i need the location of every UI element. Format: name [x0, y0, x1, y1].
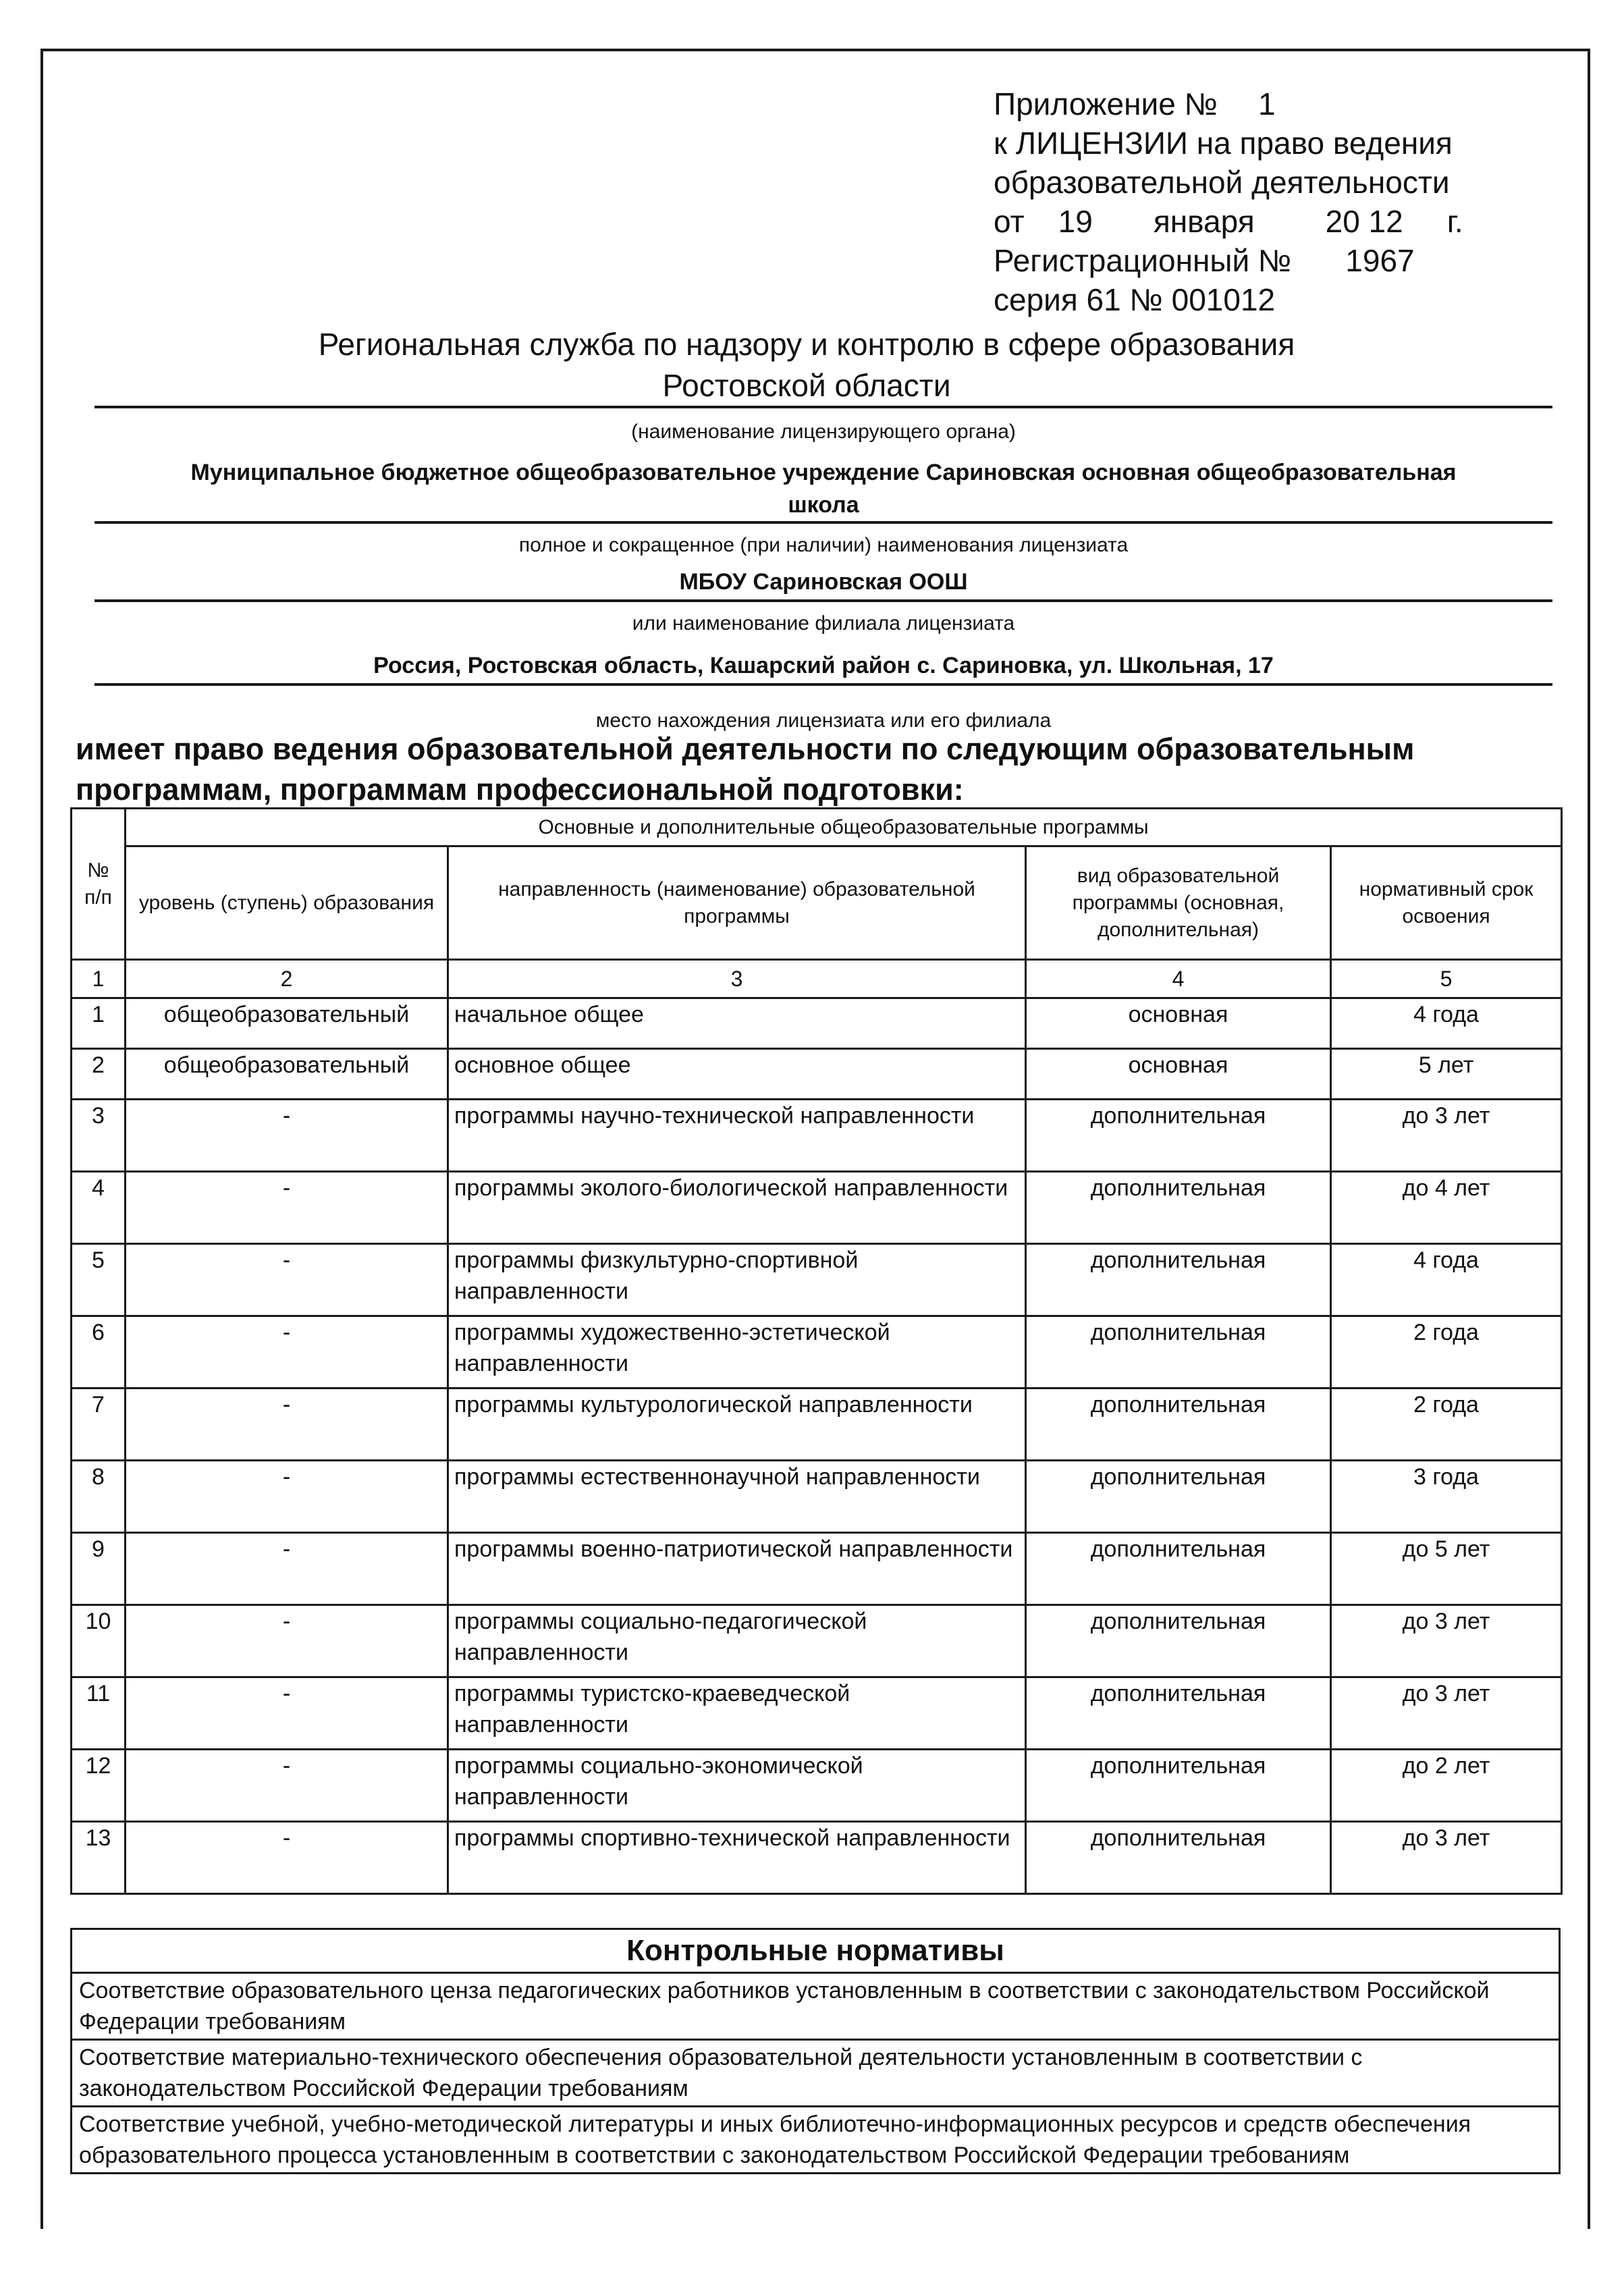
date-year: 20 12	[1325, 204, 1403, 239]
row-direction: программы социально-экономической направленности	[448, 1750, 1026, 1822]
authority-name-line2: Ростовской области	[662, 368, 951, 403]
row-term: до 2 лет	[1331, 1750, 1562, 1822]
date-suffix: г.	[1446, 204, 1463, 239]
row-num: 12	[72, 1750, 126, 1822]
row-num: 5	[72, 1244, 126, 1316]
row-term: до 3 лет	[1331, 1822, 1562, 1894]
control-norms-title: Контрольные нормативы	[72, 1929, 1560, 1973]
row-kind: дополнительная	[1026, 1172, 1331, 1244]
row-level: -	[126, 1461, 448, 1533]
row-kind: дополнительная	[1026, 1533, 1331, 1605]
col-number: 4	[1026, 960, 1331, 998]
row-direction: основное общее	[448, 1049, 1026, 1100]
licensee-address-caption: место нахождения лицензиата или его филиала	[595, 709, 1052, 732]
row-direction: программы социально-педагогической направленности	[448, 1605, 1026, 1677]
col-header-term: нормативный срок освоения	[1331, 846, 1562, 960]
row-kind: дополнительная	[1026, 1244, 1331, 1316]
series-number: серия 61 № 001012	[994, 282, 1276, 317]
authority-underline	[94, 406, 1552, 408]
date-prefix: от	[994, 204, 1025, 239]
row-num: 2	[72, 1049, 126, 1100]
row-level: -	[126, 1172, 448, 1244]
registration-label: Регистрационный №	[994, 243, 1292, 278]
table-row	[72, 1389, 1562, 1461]
row-level: -	[126, 1100, 448, 1172]
table-row	[72, 1172, 1562, 1244]
table-row	[72, 1100, 1562, 1172]
row-num: 3	[72, 1100, 126, 1172]
table-row	[72, 1750, 1562, 1822]
appendix-license-line: к ЛИЦЕНЗИИ на право ведения	[994, 126, 1453, 161]
row-num: 1	[72, 998, 126, 1049]
row-kind: дополнительная	[1026, 1605, 1331, 1677]
row-num: 13	[72, 1822, 126, 1894]
row-direction: программы спортивно-технической направленности	[448, 1822, 1026, 1894]
col-header-num: № п/п	[72, 809, 126, 960]
control-norm-item: Соответствие образовательного ценза педагогических работников установленным в соответствии с законодательством Российской Федерации требованиям	[72, 1973, 1560, 2040]
programs-group-header: Основные и дополнительные общеобразовательные программы	[126, 809, 1562, 846]
row-term: 4 года	[1331, 998, 1562, 1049]
licensee-address: Россия, Ростовская область, Кашарский район с. Сариновка, ул. Школьная, 17	[373, 653, 1274, 678]
row-level: -	[126, 1822, 448, 1894]
row-kind: основная	[1026, 998, 1331, 1049]
appendix-block	[994, 84, 1463, 319]
row-direction: программы военно-патриотической направленности	[448, 1533, 1026, 1605]
row-kind: основная	[1026, 1049, 1331, 1100]
control-norms-table	[70, 1928, 1561, 2174]
row-level: -	[126, 1533, 448, 1605]
address-underline	[94, 683, 1552, 686]
table-row	[72, 1533, 1562, 1605]
row-level: -	[126, 1750, 448, 1822]
row-term: до 4 лет	[1331, 1172, 1562, 1244]
date-month: января	[1153, 204, 1255, 239]
row-direction: программы естественнонаучной направленности	[448, 1461, 1026, 1533]
row-num: 11	[72, 1677, 126, 1750]
table-row	[72, 1605, 1562, 1677]
col-number: 3	[448, 960, 1026, 998]
row-kind: дополнительная	[1026, 1316, 1331, 1389]
licensee-underline	[94, 521, 1552, 524]
row-level: -	[126, 1244, 448, 1316]
row-term: 2 года	[1331, 1389, 1562, 1461]
row-term: 5 лет	[1331, 1049, 1562, 1100]
row-num: 9	[72, 1533, 126, 1605]
col-number: 1	[72, 960, 126, 998]
licensee-short-caption: или наименование филиала лицензиата	[632, 612, 1015, 635]
licensee-full-name-line2: школа	[788, 492, 859, 518]
row-direction: программы художественно-эстетической направленности	[448, 1316, 1026, 1389]
table-row	[72, 1822, 1562, 1894]
licensee-full-name-line1: Муниципальное бюджетное общеобразовательное учреждение Сариновская основная общеобразовательная	[190, 460, 1457, 485]
row-direction: начальное общее	[448, 998, 1026, 1049]
col-header-kind: вид образовательной программы (основная, дополнительная)	[1026, 846, 1331, 960]
row-level: общеобразовательный	[126, 1049, 448, 1100]
row-level: -	[126, 1316, 448, 1389]
programs-table	[70, 807, 1563, 1895]
rights-heading	[76, 729, 1561, 810]
row-direction: программы культурологической направленности	[448, 1389, 1026, 1461]
row-term: до 3 лет	[1331, 1605, 1562, 1677]
authority-name-line1: Региональная служба по надзору и контролю в сфере образования	[318, 327, 1295, 362]
row-level: -	[126, 1389, 448, 1461]
row-kind: дополнительная	[1026, 1750, 1331, 1822]
row-direction: программы научно-технической направленности	[448, 1100, 1026, 1172]
date-day: 19	[1058, 204, 1093, 239]
row-num: 8	[72, 1461, 126, 1533]
page-frame-top	[40, 49, 1589, 51]
row-level: общеобразовательный	[126, 998, 448, 1049]
col-number: 5	[1331, 960, 1562, 998]
row-kind: дополнительная	[1026, 1822, 1331, 1894]
col-header-level: уровень (ступень) образования	[126, 846, 448, 960]
page-frame-left	[40, 49, 43, 2229]
rights-heading-line2: программам, программам профессиональной подготовки:	[76, 772, 964, 807]
table-row	[72, 1677, 1562, 1750]
licensee-short-name: МБОУ Сариновская ООШ	[679, 569, 968, 595]
row-term: 3 года	[1331, 1461, 1562, 1533]
table-row	[72, 1461, 1562, 1533]
appendix-number: 1	[1257, 86, 1276, 122]
control-norm-item: Соответствие учебной, учебно-методической литературы и иных библиотечно-информационных ресурсов и средств обеспечения образовательного процесса установленным в соответствии с законодательством Российской Федерации требованиям	[72, 2107, 1560, 2174]
row-level: -	[126, 1677, 448, 1750]
table-row	[72, 1316, 1562, 1389]
table-row	[72, 1049, 1562, 1100]
licensee-full-caption: полное и сокращенное (при наличии) наименования лицензиата	[518, 534, 1129, 556]
row-term: до 3 лет	[1331, 1677, 1562, 1750]
appendix-label: Приложение №	[994, 86, 1218, 122]
row-num: 7	[72, 1389, 126, 1461]
row-level: -	[126, 1605, 448, 1677]
row-kind: дополнительная	[1026, 1389, 1331, 1461]
registration-number: 1967	[1345, 243, 1415, 278]
row-kind: дополнительная	[1026, 1677, 1331, 1750]
table-row	[72, 1244, 1562, 1316]
col-header-direction: направленность (наименование) образовательной программы	[448, 846, 1026, 960]
authority-caption: (наименование лицензирующего органа)	[631, 421, 1016, 443]
control-norm-item: Соответствие материально-технического обеспечения образовательной деятельности установленным в соответствии с законодательством Российской Федерации требованиям	[72, 2040, 1560, 2107]
row-num: 10	[72, 1605, 126, 1677]
row-direction: программы туристско-краеведческой направленности	[448, 1677, 1026, 1750]
row-term: до 5 лет	[1331, 1533, 1562, 1605]
row-num: 6	[72, 1316, 126, 1389]
row-kind: дополнительная	[1026, 1461, 1331, 1533]
row-term: до 3 лет	[1331, 1100, 1562, 1172]
table-row	[72, 998, 1562, 1049]
row-direction: программы эколого-биологической направленности	[448, 1172, 1026, 1244]
appendix-activity-line: образовательной деятельности	[994, 165, 1450, 200]
page-frame-right	[1588, 49, 1590, 2229]
short-name-underline	[94, 599, 1552, 602]
row-num: 4	[72, 1172, 126, 1244]
row-term: 2 года	[1331, 1316, 1562, 1389]
row-kind: дополнительная	[1026, 1100, 1331, 1172]
row-term: 4 года	[1331, 1244, 1562, 1316]
col-number: 2	[126, 960, 448, 998]
rights-heading-line1: имеет право ведения образовательной деятельности по следующим образовательным	[76, 732, 1415, 766]
row-direction: программы физкультурно-спортивной направленности	[448, 1244, 1026, 1316]
